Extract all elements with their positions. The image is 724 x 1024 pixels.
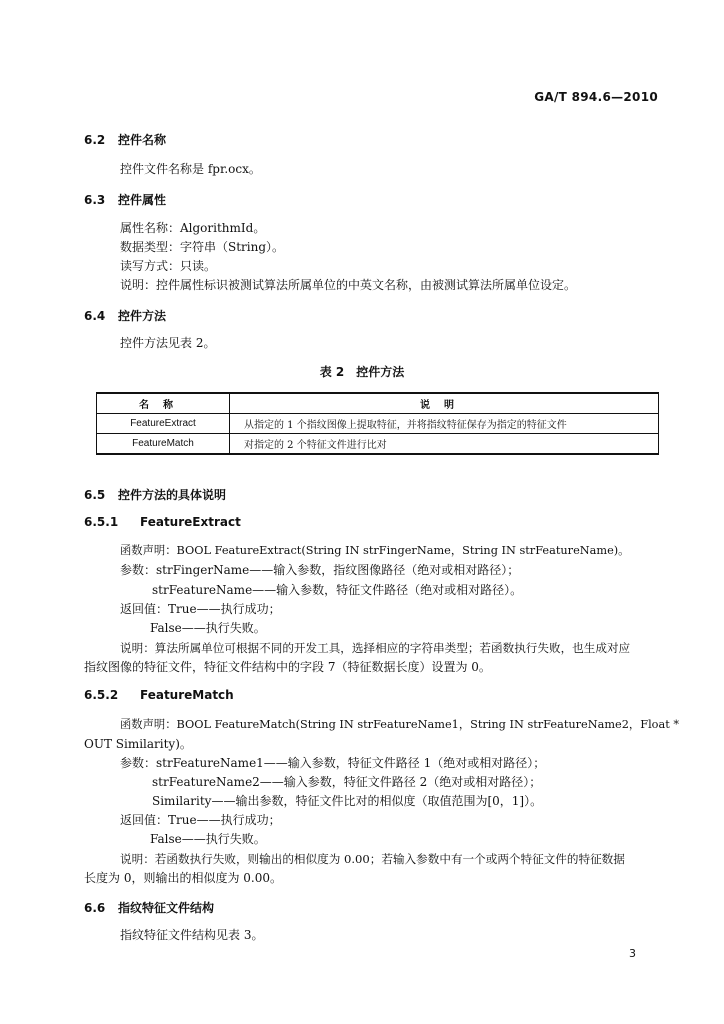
section-number: 6.5 <box>84 488 106 502</box>
paragraph-line: 参数：strFingerName——输入参数，指纹图像路径（绝对或相对路径）； <box>120 563 520 577</box>
table-title: 表 2 控件方法 <box>319 365 405 379</box>
section-heading-6-2 <box>84 131 166 148</box>
section-heading-6-3 <box>84 191 166 208</box>
document-code: GA/T 894.6—2010 <box>534 90 658 104</box>
paragraph-line: 参数：strFeatureName1——输入参数，特征文件路径 1（绝对或相对路径）； <box>120 756 546 770</box>
paragraph-line: 说明：控件属性标识被测试算法所属单位的中英文名称，由被测试算法所属单位设定。 <box>120 278 577 292</box>
section-number: 6.5.1 <box>84 515 119 529</box>
paragraph-line: strFeatureName2——输入参数，特征文件路径 2（绝对或相对路径）； <box>152 775 542 789</box>
section-heading-6-6 <box>84 899 214 916</box>
paragraph-line: False——执行失败。 <box>150 621 266 635</box>
section-title: FeatureExtract <box>140 515 241 529</box>
paragraph-line: 读写方式：只读。 <box>120 259 217 273</box>
section-title: 控件方法 <box>118 309 167 323</box>
section-number: 6.4 <box>84 309 106 323</box>
section-heading-6-4 <box>84 307 166 324</box>
table-row <box>97 434 659 455</box>
control-methods-table <box>96 392 659 455</box>
paragraph: 指纹特征文件结构见表 3。 <box>120 928 264 942</box>
section-title: 控件名称 <box>118 133 167 147</box>
table-header-description: 说明 <box>230 393 659 414</box>
section-title: 指纹特征文件结构 <box>118 901 215 915</box>
paragraph-line: 长度为 0，则输出的相似度为 0.00。 <box>84 871 282 885</box>
table-row <box>97 414 659 434</box>
paragraph-line: 数据类型：字符串（String）。 <box>120 240 285 254</box>
paragraph-line: 说明：若函数执行失败，则输出的相似度为 0.00；若输入参数中有一个或两个特征文件的特征数据 <box>120 852 625 866</box>
paragraph-line: strFeatureName——输入参数，特征文件路径（绝对或相对路径）。 <box>152 583 523 597</box>
section-title: 控件属性 <box>118 193 167 207</box>
paragraph-line: 函数声明：BOOL FeatureMatch(String IN strFeatureName1，String IN strFeatureName2，Float * <box>120 718 679 731</box>
page-number: 3 <box>629 947 636 960</box>
section-title: FeatureMatch <box>140 688 234 702</box>
section-number: 6.3 <box>84 193 106 207</box>
section-heading-6-5 <box>84 486 226 503</box>
table-header-name: 名称 <box>97 393 230 414</box>
section-heading-6-5-1 <box>84 515 241 529</box>
paragraph: 控件方法见表 2。 <box>120 336 216 350</box>
paragraph-line: 说明：算法所属单位可根据不同的开发工具，选择相应的字符串类型；若函数执行失败，也生成对应 <box>120 641 631 655</box>
table-cell-description: 从指定的 1 个指纹图像上提取特征，并将指纹特征保存为指定的特征文件 <box>230 414 659 434</box>
section-number: 6.5.2 <box>84 688 119 702</box>
paragraph-line: 指纹图像的特征文件，特征文件结构中的字段 7（特征数据长度）设置为 0。 <box>84 660 491 674</box>
section-number: 6.2 <box>84 133 106 147</box>
table-header-row <box>97 393 659 414</box>
section-number: 6.6 <box>84 901 106 915</box>
paragraph-line: 属性名称：AlgorithmId。 <box>120 221 266 235</box>
table-cell-name: FeatureMatch <box>97 434 230 455</box>
paragraph-line: Similarity——输出参数，特征文件比对的相似度（取值范围为[0，1]）。 <box>152 794 543 808</box>
table-cell-description: 对指定的 2 个特征文件进行比对 <box>230 434 659 455</box>
paragraph-line: 函数声明：BOOL FeatureExtract(String IN strFingerName，String IN strFeatureName)。 <box>120 544 630 557</box>
table-cell-name: FeatureExtract <box>97 414 230 434</box>
section-title: 控件方法的具体说明 <box>118 488 227 502</box>
paragraph-line: OUT Similarity)。 <box>84 737 192 751</box>
paragraph: 控件文件名称是 fpr.ocx。 <box>120 162 261 176</box>
section-heading-6-5-2 <box>84 688 234 702</box>
paragraph-line: 返回值：True——执行成功； <box>120 602 281 616</box>
paragraph-line: 返回值：True——执行成功； <box>120 813 281 827</box>
paragraph-line: False——执行失败。 <box>150 832 266 846</box>
